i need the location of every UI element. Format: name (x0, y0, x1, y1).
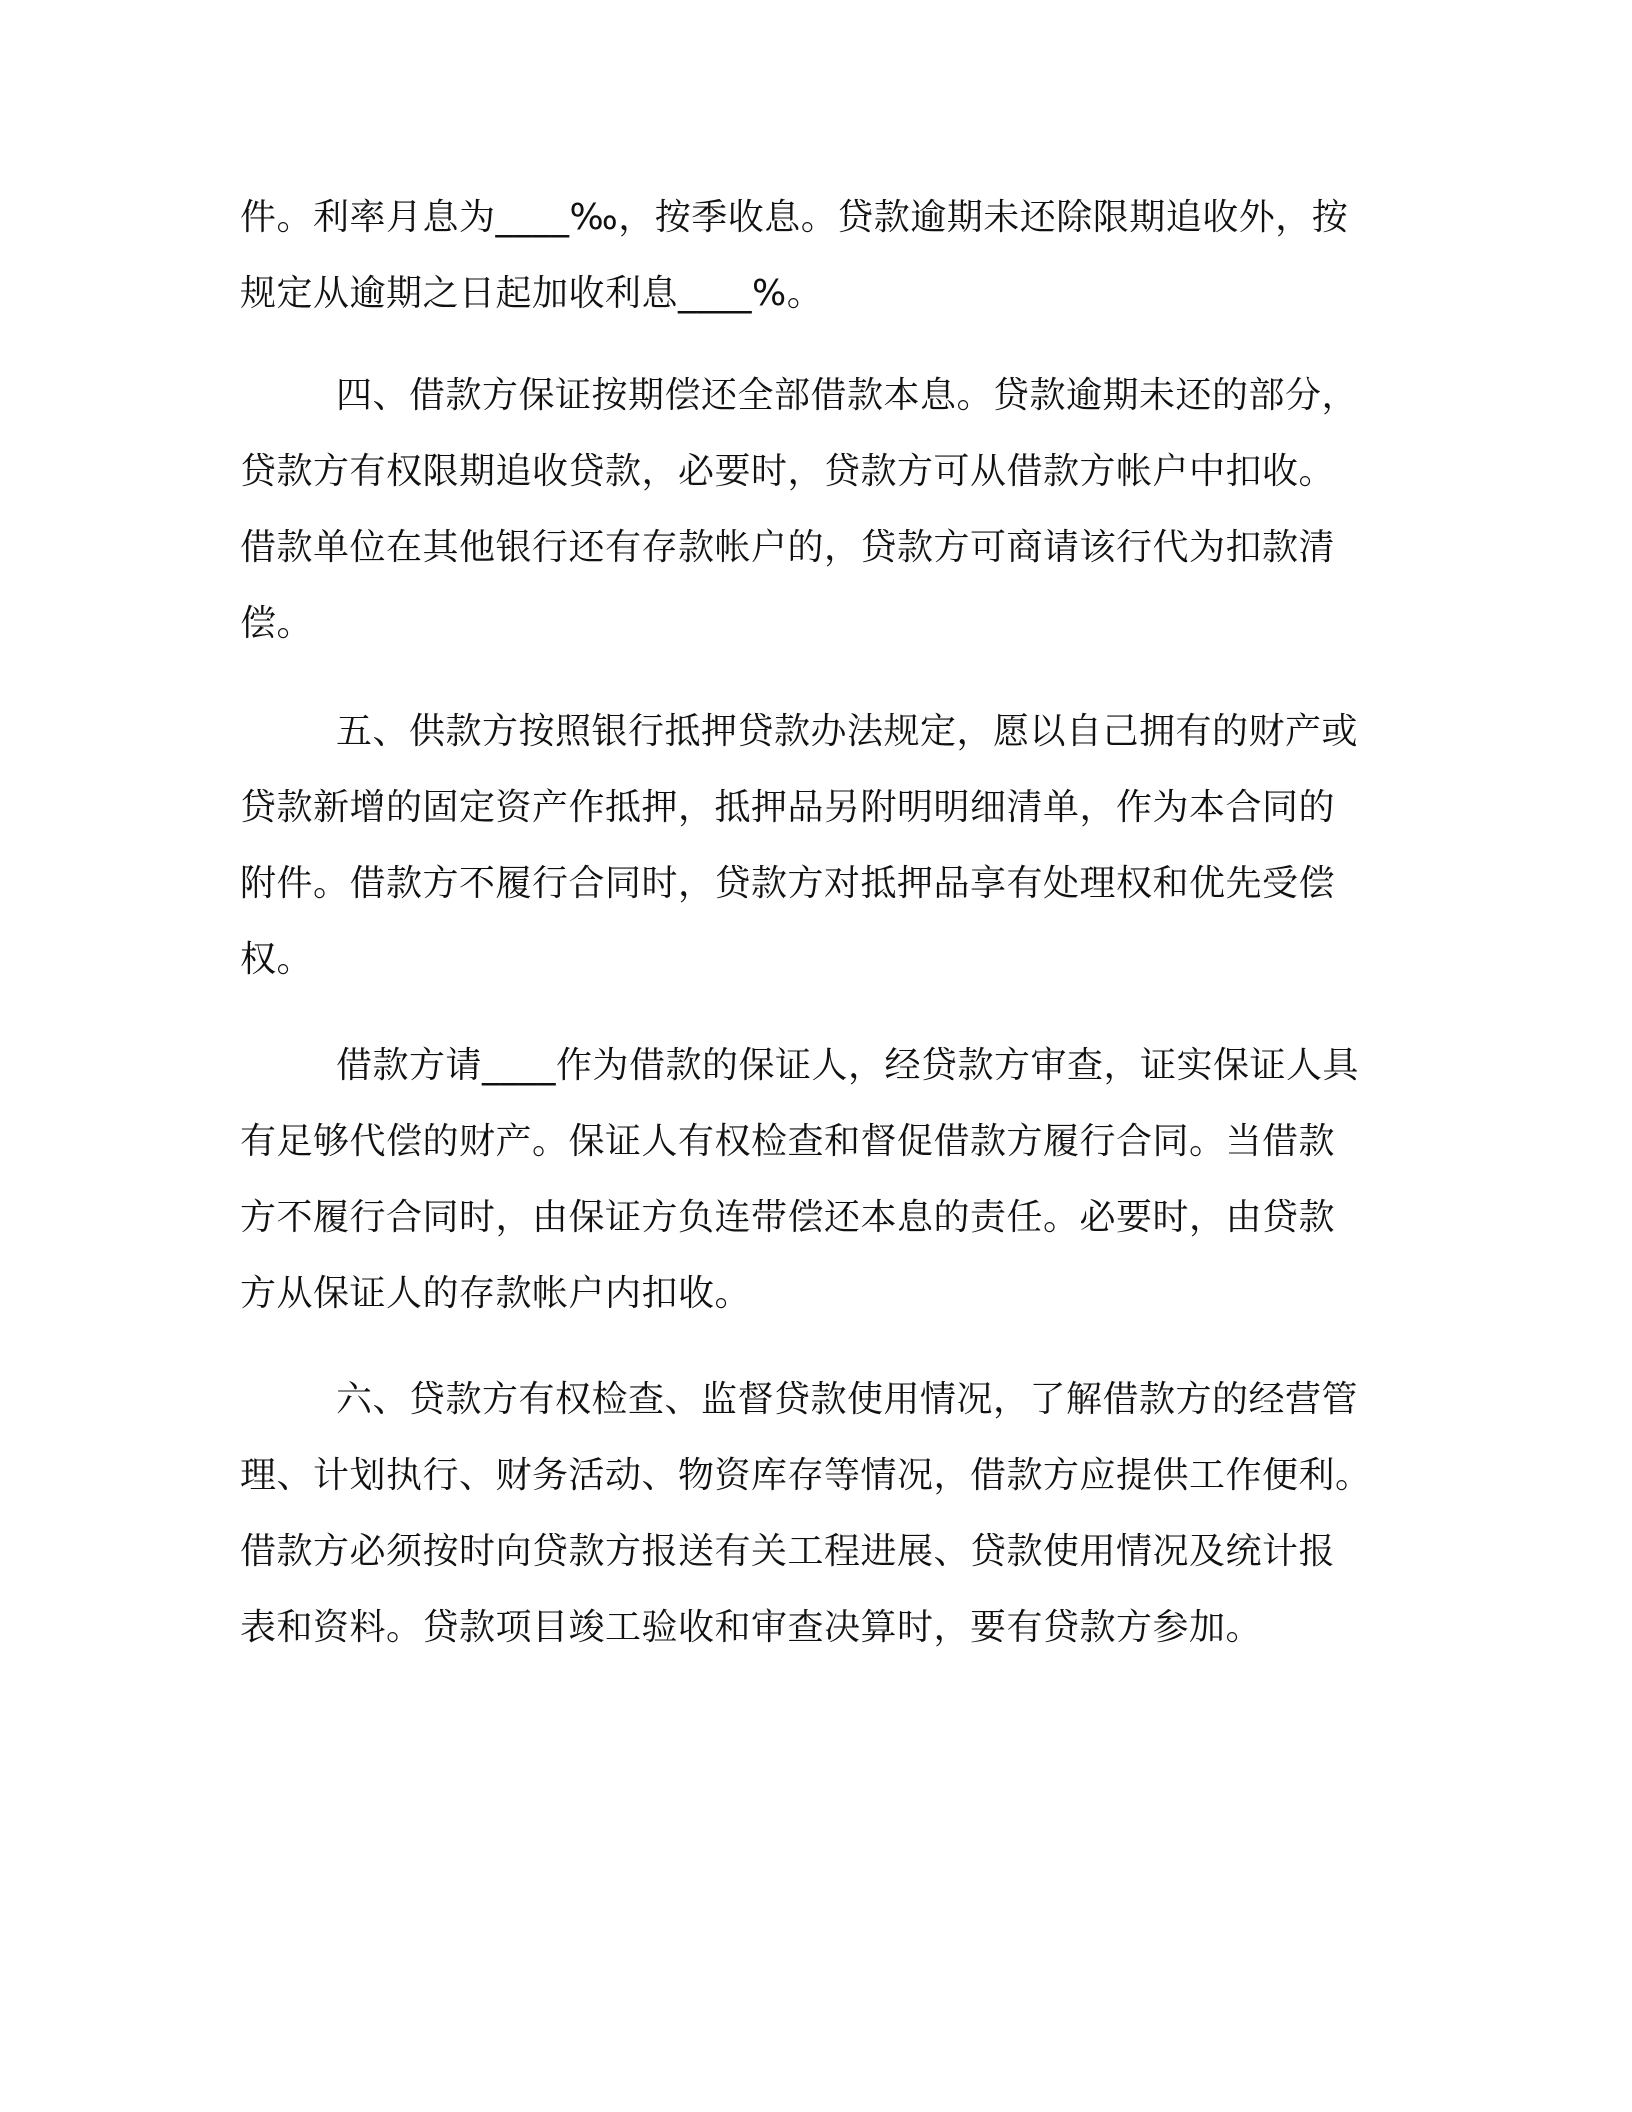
text-line-11: 借款方请____作为借款的保证人，经贷款方审查，证实保证人具 (336, 1045, 1360, 1086)
text-line-18: 表和资料。贷款项目竣工验收和审查决算时，要有贷款方参加。 (240, 1607, 1263, 1648)
text-line-15: 六、贷款方有权检查、监督贷款使用情况，了解借款方的经营管 (336, 1379, 1359, 1420)
text-line-12: 有足够代偿的财产。保证人有权检查和督促借款方履行合同。当借款 (240, 1121, 1336, 1162)
text-line-17: 借款方必须按时向贷款方报送有关工程进展、贷款使用情况及统计报 (240, 1531, 1336, 1572)
text-line-1: 件。利率月息为____‰，按季收息。贷款逾期未还除限期追收外，按 (240, 197, 1349, 238)
text-line-3: 四、借款方保证按期偿还全部借款本息。贷款逾期未还的部分， (336, 375, 1359, 416)
text-line-16: 理、计划执行、财务活动、物资库存等情况，借款方应提供工作便利。 (240, 1455, 1372, 1496)
text-line-5: 借款单位在其他银行还有存款帐户的，贷款方可商请该行代为扣款清 (240, 527, 1336, 568)
text-line-7: 五、供款方按照银行抵押贷款办法规定，愿以自己拥有的财产或 (336, 711, 1359, 752)
text-line-13: 方不履行合同时，由保证方负连带偿还本息的责任。必要时，由贷款 (240, 1197, 1336, 1238)
text-line-10: 权。 (240, 939, 314, 980)
text-line-8: 贷款新增的固定资产作抵押，抵押品另附明明细清单，作为本合同的 (240, 787, 1336, 828)
text-line-4: 贷款方有权限期追收贷款，必要时，贷款方可从借款方帐户中扣收。 (240, 451, 1336, 492)
text-line-2: 规定从逾期之日起加收利息____%。 (240, 273, 824, 314)
text-line-9: 附件。借款方不履行合同时，贷款方对抵押品享有处理权和优先受偿 (240, 863, 1336, 904)
text-line-14: 方从保证人的存款帐户内扣收。 (240, 1273, 752, 1314)
text-line-6: 偿。 (240, 603, 314, 644)
